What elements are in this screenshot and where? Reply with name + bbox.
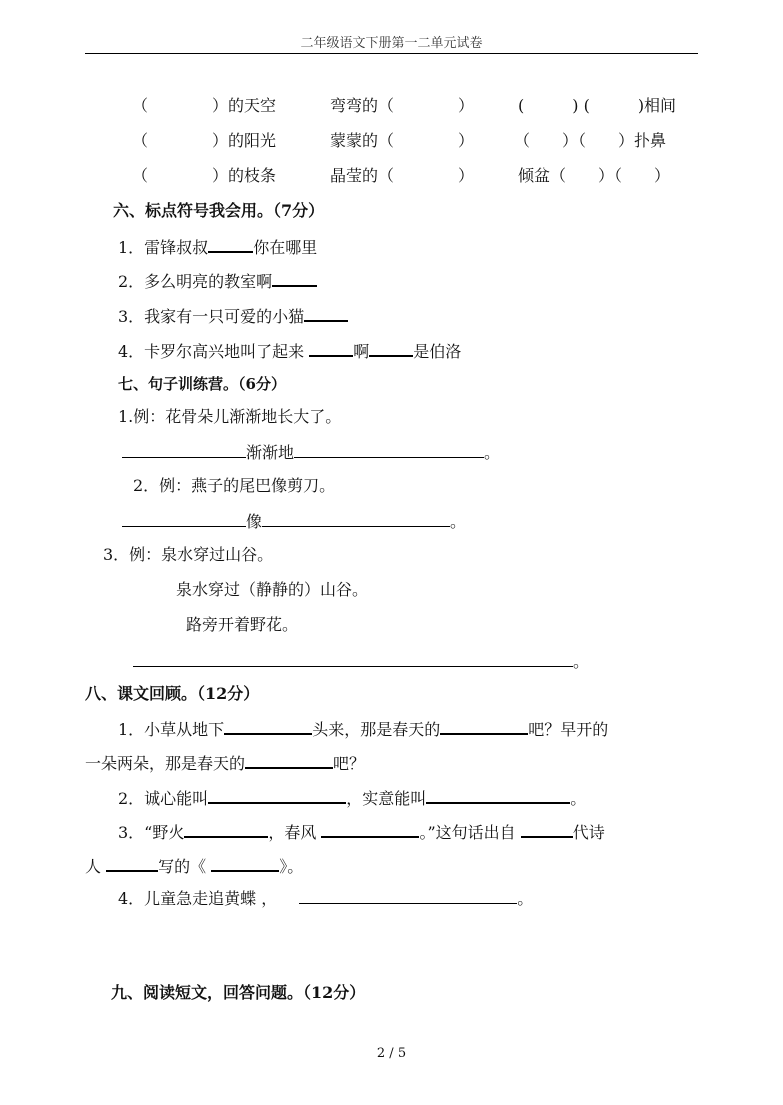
s7-a2-blank-2[interactable]	[262, 511, 450, 527]
s8-q1-b: 头来，那是春天的	[312, 720, 441, 739]
s7-a2-end: 。	[450, 512, 467, 531]
s6-q1-tail: 你在哪里	[253, 238, 318, 257]
s8-q3-line2	[85, 855, 303, 877]
s8-q3-blank-3[interactable]	[521, 821, 573, 838]
fill-r2c1: （ ）的阳光	[132, 131, 277, 150]
fill-r1c1: （ ）的天空	[132, 96, 277, 115]
s6-q4	[118, 340, 461, 362]
s6-q1-blank[interactable]	[208, 236, 253, 253]
s8-q1-e: 吧？	[333, 754, 366, 773]
s6-q2-blank[interactable]	[272, 270, 317, 287]
s6-q2	[118, 270, 317, 292]
section9-heading: 九、阅读短文，回答问题。（12分）	[111, 983, 366, 1002]
s8-q3-d: 代诗	[572, 823, 605, 842]
s7-a1-mid: 渐渐地	[246, 443, 295, 462]
s8-q2	[118, 787, 586, 809]
page-header: 二年级语文下册第一二单元试卷	[300, 36, 483, 51]
s8-q4-blank[interactable]	[299, 888, 517, 904]
s7-answer-1	[122, 442, 500, 463]
s6-q2-text: 2．多么明亮的教室啊	[118, 272, 273, 291]
s8-q1-blank-1[interactable]	[224, 718, 312, 735]
s7-example-3-line2: 泉水穿过（静静的）山谷。	[176, 580, 369, 599]
s8-q3-blank-5[interactable]	[211, 855, 279, 872]
section6-heading: 六、标点符号我会用。（7分）	[113, 201, 325, 220]
s7-a3-blank[interactable]	[133, 651, 573, 667]
s7-a1-end: 。	[484, 443, 501, 462]
section8-heading: 八、课文回顾。（12分）	[85, 684, 260, 703]
s8-q3-line1	[118, 821, 605, 843]
s7-example-3: 3．例：泉水穿过山谷。	[103, 545, 274, 564]
fill-r1c3: ( ) ( )相间	[518, 96, 677, 115]
s8-q4	[118, 888, 533, 909]
fill-r1c2: 弯弯的（ ）	[330, 96, 475, 115]
s8-q1-blank-3[interactable]	[245, 752, 333, 769]
s8-q3-blank-1[interactable]	[184, 821, 268, 838]
s6-q4-blank-2[interactable]	[369, 340, 413, 357]
s7-a1-blank-2[interactable]	[294, 442, 484, 458]
s7-answer-2	[122, 511, 466, 532]
s8-q3-c: 。”这句话出自	[419, 823, 521, 842]
s7-a1-blank-1[interactable]	[122, 442, 246, 458]
s8-q3-blank-2[interactable]	[321, 821, 419, 838]
s6-q4-text: 4．卡罗尔高兴地叫了起来	[118, 342, 310, 361]
s6-q4-mid: 啊	[353, 342, 370, 361]
s7-a3-end: 。	[573, 652, 590, 671]
s8-q2-c: 。	[570, 789, 587, 808]
s8-q1-blank-2[interactable]	[440, 718, 528, 735]
s8-q3-g: 》。	[279, 857, 304, 876]
s8-q1-line2	[85, 752, 365, 774]
section7-heading: 七、句子训练营。（6分）	[118, 375, 286, 393]
s8-q1-c: 吧？早开的	[528, 720, 609, 739]
s8-q2-a: 2．诚心能叫	[118, 789, 209, 808]
s6-q3	[118, 305, 348, 327]
s8-q4-a: 4．儿童急走追黄蝶 ，	[118, 889, 278, 908]
s8-q1-d: 一朵两朵，那是春天的	[85, 754, 246, 773]
s8-q4-b: 。	[517, 889, 534, 908]
s7-example-2: 2．例：燕子的尾巴像剪刀。	[133, 476, 336, 495]
page-number: 2 / 5	[376, 1046, 407, 1061]
header-rule	[85, 53, 698, 54]
s8-q3-b: ，春风	[268, 823, 322, 842]
s8-q2-blank-1[interactable]	[208, 787, 346, 804]
s8-q1-line1	[118, 718, 608, 740]
fill-r3c3: 倾盆（ ）（ ）	[518, 166, 671, 185]
s8-q1-a: 1．小草从地下	[118, 720, 225, 739]
s6-q3-blank[interactable]	[304, 305, 348, 322]
s7-example-1: 1.例：花骨朵儿渐渐地长大了。	[118, 407, 342, 426]
fill-r3c1: （ ）的枝条	[132, 166, 277, 185]
fill-r2c3: （ ）（ ）扑鼻	[514, 131, 667, 150]
s8-q3-f: 写的《	[158, 857, 212, 876]
s7-a2-mid: 像	[246, 512, 263, 531]
s7-example-3-line3: 路旁开着野花。	[186, 615, 299, 634]
s8-q2-b: ，实意能叫	[346, 789, 427, 808]
s6-q1-text: 1．雷锋叔叔	[118, 238, 209, 257]
s8-q3-e: 人	[85, 857, 107, 876]
s6-q1	[118, 236, 317, 258]
s7-answer-3	[133, 651, 589, 672]
s7-a2-blank-1[interactable]	[122, 511, 246, 527]
fill-r2c2: 蒙蒙的（ ）	[330, 131, 475, 150]
s8-q3-blank-4[interactable]	[106, 855, 158, 872]
fill-r3c2: 晶莹的（ ）	[330, 166, 475, 185]
s6-q3-text: 3．我家有一只可爱的小猫	[118, 307, 305, 326]
s8-q3-a: 3．“野火	[118, 823, 185, 842]
s8-q2-blank-2[interactable]	[426, 787, 570, 804]
s6-q4-blank-1[interactable]	[309, 340, 353, 357]
s6-q4-tail: 是伯洛	[413, 342, 462, 361]
